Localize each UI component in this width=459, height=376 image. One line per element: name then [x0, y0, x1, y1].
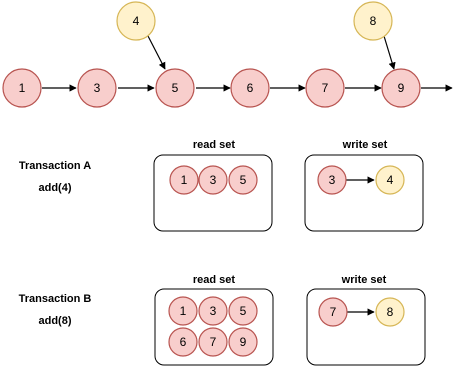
transaction-op: add(8)	[38, 315, 72, 327]
read-set-label: read set	[192, 274, 236, 286]
read-set-node	[169, 328, 197, 356]
write-set-node	[319, 298, 347, 326]
write-set-label: write set	[341, 274, 387, 286]
node-label: 4	[386, 173, 394, 187]
skip-list-node	[382, 69, 420, 107]
read-set-node	[229, 297, 257, 325]
transaction-title: Transaction B	[18, 293, 92, 305]
write-set-label: write set	[342, 139, 388, 151]
skip-list	[3, 2, 452, 107]
skip-list-node	[231, 69, 269, 107]
node-label: 9	[397, 81, 405, 95]
node-label: 7	[329, 305, 337, 319]
inserted-node	[117, 2, 155, 40]
node-label: 7	[209, 335, 217, 349]
node-label: 8	[369, 14, 377, 28]
node-label: 6	[179, 335, 187, 349]
node-label: 3	[328, 173, 336, 187]
node-label: 8	[386, 305, 394, 319]
insert-edge	[384, 36, 394, 69]
write-set-box	[305, 155, 423, 231]
insert-edge	[148, 36, 165, 69]
read-set-node	[169, 297, 197, 325]
node-label: 1	[179, 304, 187, 318]
write-set-new-node	[376, 298, 404, 326]
inserted-node	[354, 2, 392, 40]
read-set-node	[170, 166, 198, 194]
transaction-op: add(4)	[38, 182, 72, 194]
node-label: 5	[239, 173, 247, 187]
read-set-node	[199, 166, 227, 194]
transaction-b	[19, 274, 425, 365]
node-label: 3	[209, 173, 217, 187]
transaction-title: Transaction A	[18, 160, 92, 172]
read-set-label: read set	[192, 139, 236, 151]
read-set-node	[229, 328, 257, 356]
node-label: 5	[171, 81, 179, 95]
skip-list-node	[3, 69, 41, 107]
node-label: 7	[321, 81, 329, 95]
skip-list-node	[156, 69, 194, 107]
node-label: 4	[132, 14, 140, 28]
node-label: 6	[246, 81, 254, 95]
transaction-a	[19, 139, 423, 231]
read-set-node	[199, 297, 227, 325]
write-set-new-node	[376, 166, 404, 194]
read-set-node	[229, 166, 257, 194]
skip-list-node	[78, 69, 116, 107]
skip-list-node	[306, 69, 344, 107]
write-set-node	[318, 166, 346, 194]
node-label: 9	[239, 335, 247, 349]
node-label: 1	[18, 81, 26, 95]
node-label: 5	[239, 304, 247, 318]
read-set-node	[199, 328, 227, 356]
node-label: 3	[209, 304, 217, 318]
node-label: 3	[93, 81, 101, 95]
node-label: 1	[180, 173, 188, 187]
